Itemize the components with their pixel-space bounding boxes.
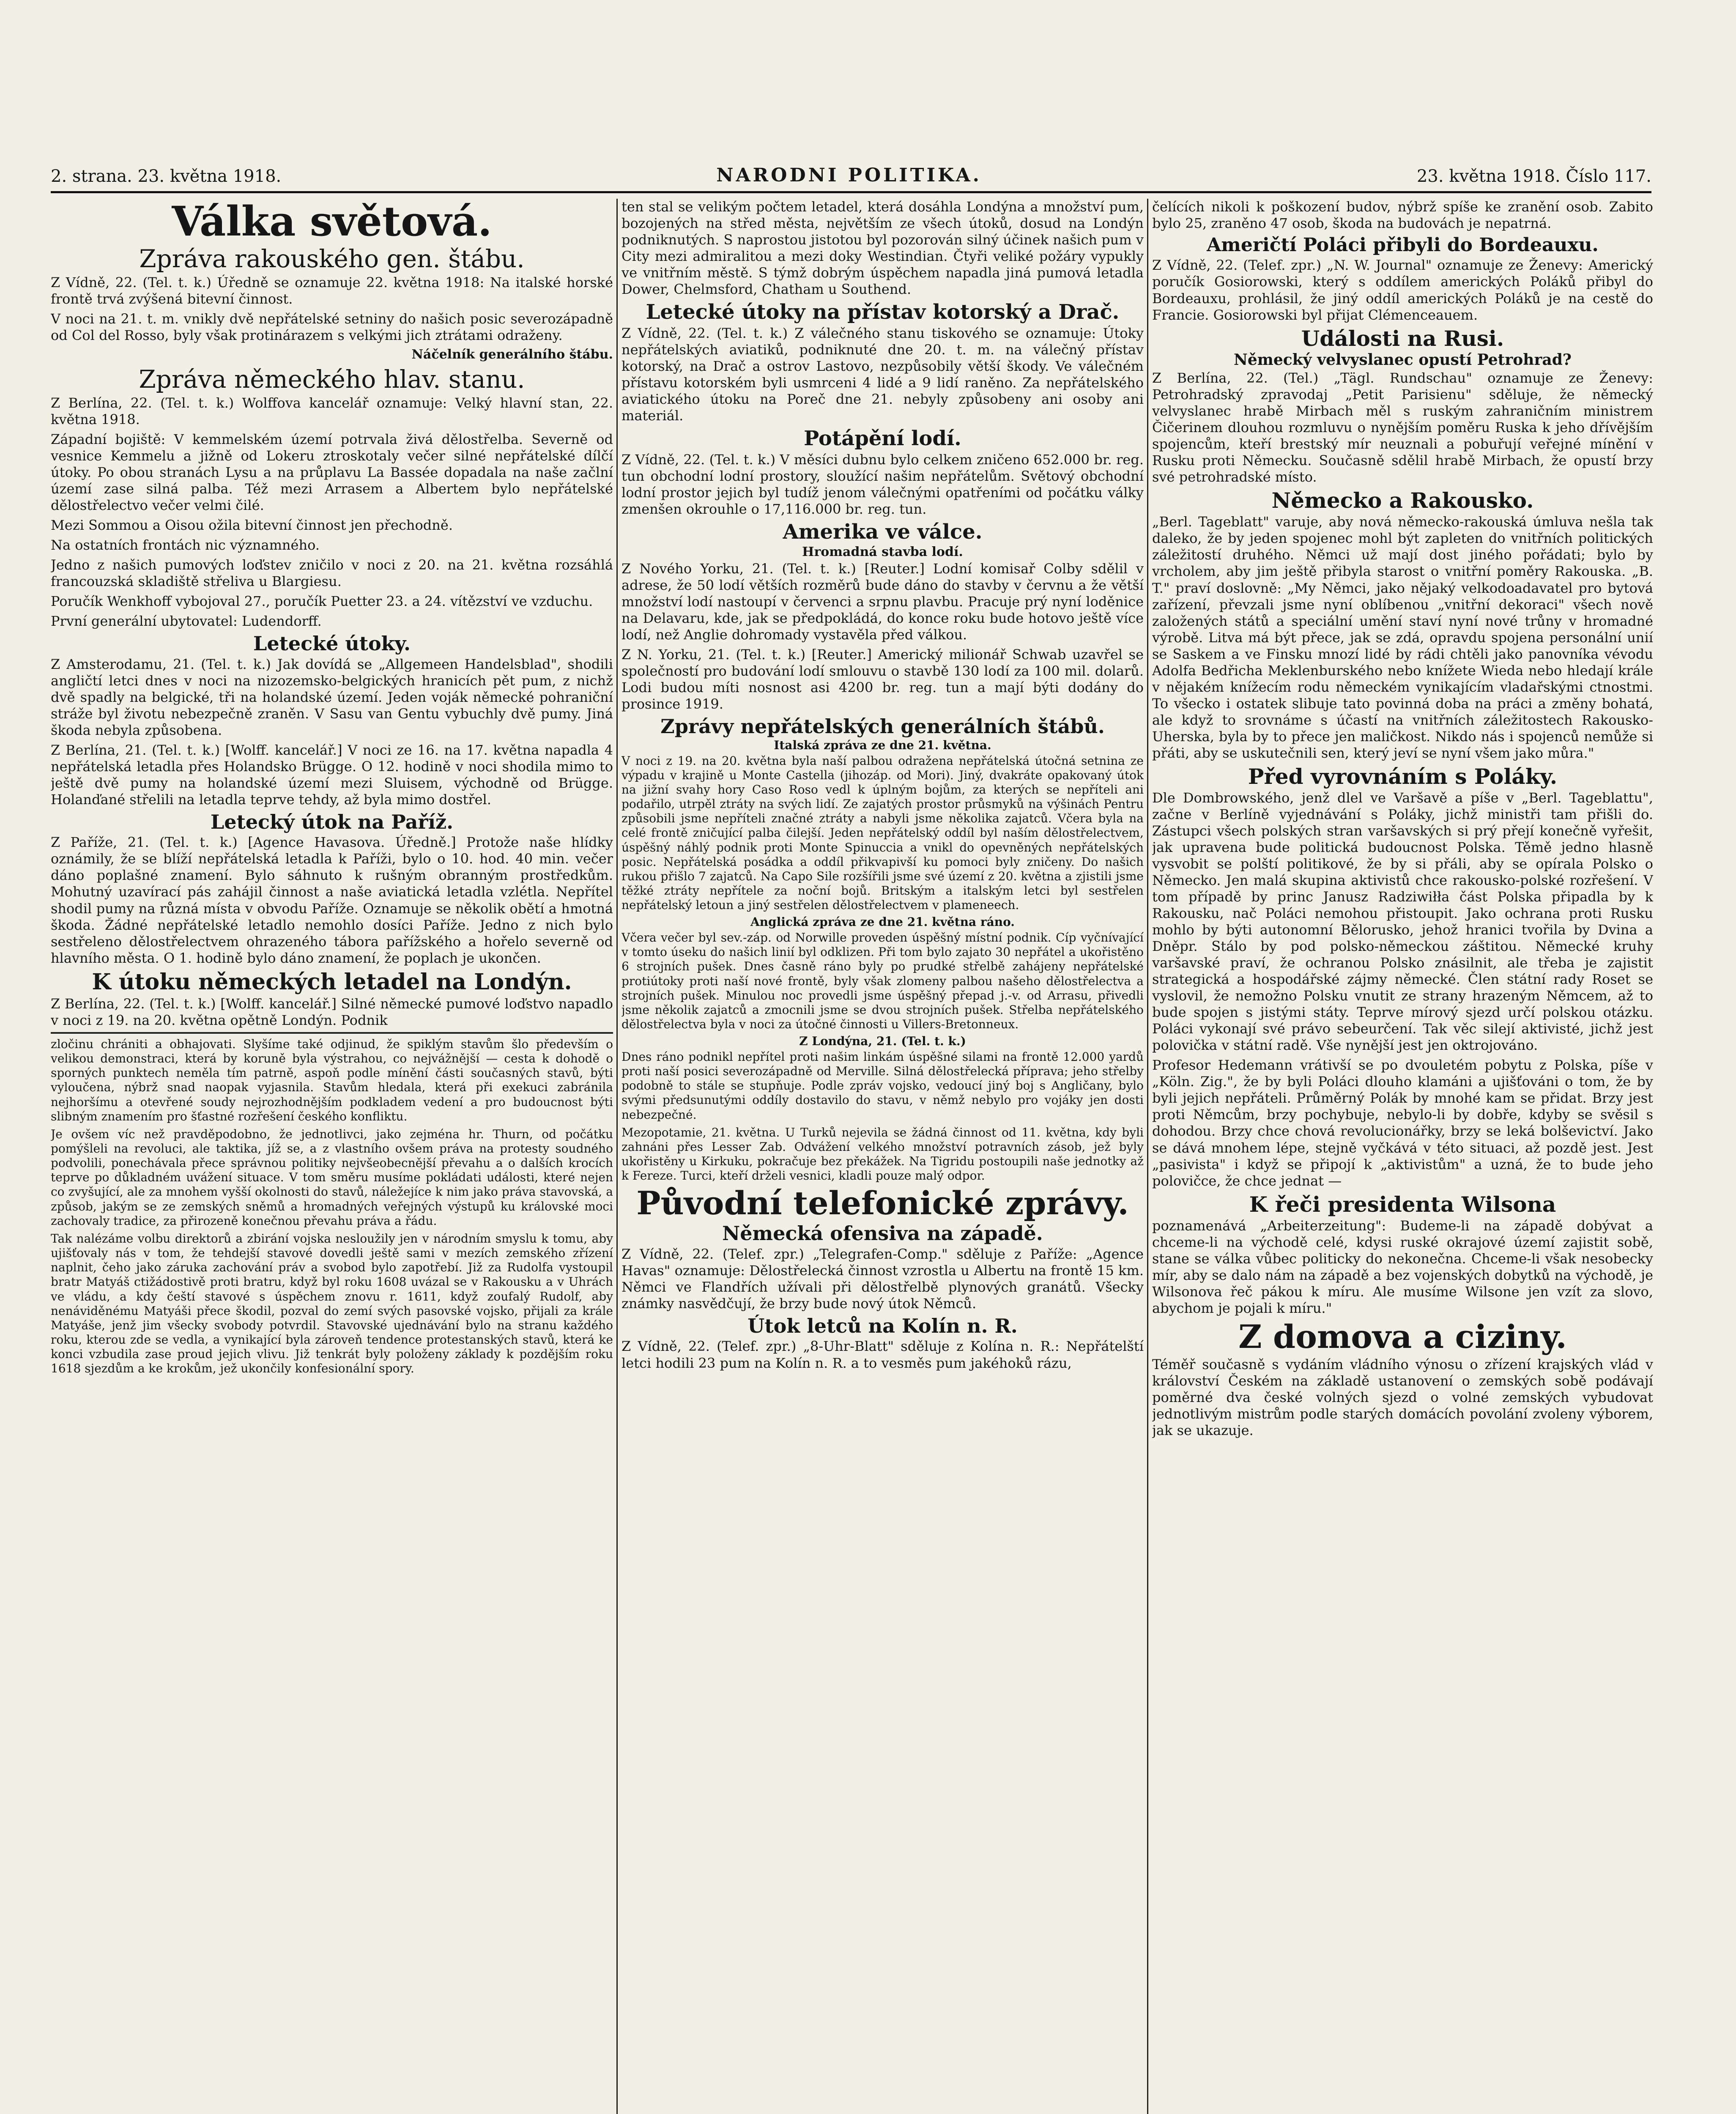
- article-paragraph: Je ovšem víc než pravděpodobno, že jednotlivci, jako zejména hr. Thurn, od počátku pomýšleli na revoluci, ale taktika, jíž se, a z vlastního ovšem práva na protesty soudného podvolili, ponechávala přece správnou politiky nejvšeobecnější převahu a o dalších krocích teprve po důkladném uvážení situace. V tom směru musíme pokládati události, které nejen co zvyšující, ale za mnohem vyšší okolnosti do stavů, náležejíce k nim jako práva stavovská, a způsob, jakým se ze zemských sněmů a hromadných veřejných výstupů ku královské moci zachovaly tradice, za přirozeně konečnou převahu práva a řádu.: [51, 1127, 613, 1228]
- masthead-left: 2. strana. 23. května 1918.: [51, 167, 282, 186]
- article-heading: Zpráva rakouského gen. štábu.: [139, 244, 525, 273]
- article-heading: Z domova a ciziny.: [1238, 1317, 1567, 1355]
- article-heading: Zpráva německého hlav. stanu.: [139, 364, 525, 394]
- article-paragraph: zločinu chrániti a obhajovati. Slyšíme také odjinud, že spiklým stavům šlo především o velikou demonstraci, která by koruně byla výstrahou, co nejvážnější — cesta k dohodě o sporných punktech neměla tím patrně, aspoň podle mínění části současných stavů, býti vyloučena, nýbrž snad naopak vyjasnila. Stavům hledala, která při exekuci zabránila nejhoršímu a otevřené soudy nejrozhodnějším podkladem vedení a pro budoucnost býti slibným znamením pro šťastné rozřešení českého konfliktu.: [51, 1037, 613, 1123]
- article-heading: Potápění lodí.: [804, 427, 961, 451]
- column-3: [1152, 199, 1653, 2114]
- masthead: [51, 161, 1651, 193]
- enemy-reports: [622, 739, 1144, 1183]
- article-paragraph: čelících nikoli k poškození budov, nýbrž spíše ke zranění osob. Zabito bylo 25, zraněno 47 osob, škoda na budovách je nepatrná.: [1152, 199, 1653, 232]
- masthead-title: NARODNI POLITIKA.: [716, 164, 982, 186]
- article-paragraph: poznamenává „Arbeiterzeitung": Budeme-li na západě dobývat a chceme-li na východě celé, kdysi ruské okrajové území zajistit sobě, stane se válka vůbec politicky do nekonečna. Chceme-li však nesobecky mír, aby se dalo nám na západě a bez vojenských dobytků na východě, je Wilsonova řeč pákou k míru. Ale musíme Wilsone jen vzít za slovo, abychom je pojali k míru.": [1152, 1217, 1653, 1316]
- article-heading: Američtí Poláci přibyli do Bordeauxu.: [1207, 234, 1599, 256]
- article-paragraph: Včera večer byl sev.-záp. od Norwille proveden úspěšný místní podnik. Cíp vyčnívající v tomto úseku do našich linií byl odklizen. Při tom bylo zajato 30 nepřátel a ukořistěno 6 strojních pušek. Dnes časně ráno byly po prudké střelbě zahájeny nepřátelské protiútoky proti naší nové frontě, byly však zlomeny palbou našeho dělostřelectva a strojních pušek. Minulou noc provedli jsme úspěšný přepad j.-v. od Arrasu, přivedli jsme několik zajatců a zmocnili jsme se dvou strojních pušek. Střelba nepřátelského dělostřelectva byla v noci za útočné činnosti u Villers-Bretonneux.: [622, 931, 1144, 1032]
- article-heading: Letecký útok na Paříž.: [210, 810, 454, 833]
- article-paragraph: Mezopotamie, 21. května. U Turků nejevila se žádná činnost od 11. května, kdy byli zahnáni přes Lesser Zab. Odvážení velkého množství potravních zásob, jež byly ukořistěny u Kirkuku, pokračuje bez překážek. Na Tigridu postoupili naše jednotky až k Fereze. Turci, kteří drželi vesnici, kladli pouze malý odpor.: [622, 1125, 1144, 1183]
- article-paragraph: Z Vídně, 22. (Tel. t. k.) Úředně se oznamuje 22. května 1918: Na italské horské frontě trvá zvýšená bitevní činnost.: [51, 274, 613, 307]
- article-heading: Německo a Rakousko.: [1271, 488, 1534, 513]
- article-paragraph: Na ostatních frontách nic významného.: [51, 537, 320, 553]
- column-1: [51, 199, 613, 2114]
- article-paragraph: Z Berlína, 21. (Tel. t. k.) [Wolff. kancelář.] V noci ze 16. na 17. května napadla 4 nepřátelská letadla přes Holandsko Brügge. O 12. hodině v noci shodila mimo to ještě dvě pumy na holandské území mezi Sluisem, východně od Brügge. Holanďané střelili na letadla teprve tehdy, až byla mimo dostřel.: [51, 742, 613, 808]
- article-paragraph: Z Paříže, 21. (Tel. t. k.) [Agence Havasova. Úředně.] Protože naše hlídky oznámily, že se blíží nepřátelská letadla k Paříži, bylo o 10. hod. 40 min. večer dáno poplašné znamení. Bylo sáhnuto k rušným obranným prostředkům. Mohutný uzavírací pás zahájil činnost a naše aviatická letadla vzlétla. Nepřítel shodil pumy na různá místa v obvodu Paříže. Oznamuje se několik obětí a hmotná škoda. Žádné nepřátelské letadlo nemohlo dosíci Paříže. Jedno z nich bylo sestřeleno dělostřelectvem ohrazeného tábora pařížského a hořelo severně od hlavního města. O 1. hodině bylo dáno znamení, že poplach je ukončen.: [51, 834, 613, 966]
- article-paragraph: Z Nového Yorku, 21. (Tel. t. k.) [Reuter.] Lodní komisař Colby sdělil v adrese, že 50 lodí větších rozměrů bude dáno do stavby v červnu a že větší množství lodí nastoupí v červenci a srpnu plavbu. Pracuje prý nyní loděnice na Delavaru, kde, jak se předpokládá, do konce roku bude hotovo ještě více lodí, než Anglie dohromady vystavěla před válkou.: [622, 560, 1144, 643]
- article-heading: Letecké útoky.: [253, 632, 411, 655]
- article-paragraph: Jedno z našich pumových loďstev zničilo v noci z 20. na 21. května rozsáhlá francouzská skladiště střeliva u Blargiesu.: [51, 556, 613, 589]
- article-subheading: Italská zpráva ze dne 21. května.: [774, 738, 991, 752]
- article-heading: Před vyrovnáním s Poláky.: [1248, 764, 1558, 789]
- article-paragraph: Z Vídně, 22. (Telef. zpr.) „N. W. Journal" oznamuje ze Ženevy: Americký poručík Gosiorowski, který s oddílem amerických Poláků přibyl do Bordeauxu, prohlásil, že jiný oddíl amerických Poláků je na cestě do Francie. Gosiorowski byl přijat Clémenceauem.: [1152, 257, 1653, 323]
- article-heading: K útoku německých letadel na Londýn.: [92, 969, 572, 995]
- article-paragraph: Tak nalézáme volbu direktorů a zbirání vojska nesloužily jen v národním smyslu k tomu, aby ujišťovaly nás v tom, že tehdejší stavové dovedli ještě sami v mezích zemského zřízení naplnit, čeho jako záruka zachování práv a svobod bylo zapotřebí. Již za Rudolfa vystoupil bratr Matyáš ctižádostivě proti bratru, když byl roku 1608 uvázal se v Rakousku a v Uhrách ve vládu, a kdy čeští stavové s úspěchem znovu r. 1611, když zoufalý Rudolf, aby nenáviděnému Matyáši přece škodil, pozval do zemí svých pasovské vojsko, přijali za krále Matyáše, jenž jim všecky svobody potvrdil. Stavovské ujednávání bylo na stranu každého roku, kterou zde se vedla, a vynikající byla zároveň tendence protestanských stavů, která ke konci vzbudila zase proud jejich vlivu. Již tenkrát byly položeny základy k pozdějším roku 1618 sjezdům a ke krokům, jež ukončily konfesionální spory.: [51, 1231, 613, 1376]
- masthead-right: 23. května 1918. Číslo 117.: [1416, 167, 1651, 186]
- article-subheading: Z Londýna, 21. (Tel. t. k.): [799, 1034, 966, 1049]
- article-paragraph: V noci na 21. t. m. vnikly dvě nepřátelské setniny do našich posic severozápadně od Col del Rosso, byly však protinárazem s velkými jich ztrátami odraženy.: [51, 310, 613, 343]
- article-heading: Útok letců na Kolín n. R.: [748, 1314, 1018, 1337]
- article-paragraph: Z Vídně, 22. (Tel. t. k.) Z válečného stanu tiskového se oznamuje: Útoky nepřátelských aviatiků, podniknuté dne 20. t. m. na válečný přístav kotorský, na Drač a ostrov Lastovo, nezpůsobily větší škody. Ve válečném přístavu kotorském byli usmrceni 4 lidé a 9 lidí raněno. Za nepřátelského aviatického útoku na Poreč dne 21. nebyly způsobeny ani osoby ani materiál.: [622, 325, 1144, 424]
- article-subheading: Hromadná stavba lodí.: [802, 544, 963, 559]
- article-paragraph: Z Amsterodamu, 21. (Tel. t. k.) Jak dovídá se „Allgemeen Handelsblad", shodili angličtí letci dnes v noci na nizozemsko-belgických hranicích pět pum, z nichž dvě spadly na belgické, tři na holandské území. Jeden voják německé pohraniční stráže byl životu nebezpečně zraněn. V Sasu van Gentu vybuchly dvě pumy. Jiná škoda nebyla způsobena.: [51, 656, 613, 738]
- article-heading: Letecké útoky na přístav kotorský a Drač.: [646, 300, 1120, 324]
- article-paragraph: Dnes ráno podnikl nepřítel proti našim linkám úspěšné silami na frontě 12.000 yardů proti naší posici severozápadně od Merville. Silná dělostřelecká příprava; jeho střelby podobně to stále se stupňuje. Podle zpráv vojsko, vedoucí jiný boj s Angličany, bylo svými předsunutými oddíly dostavilo do stavu, v němž nebylo pro vojáky jen dosti nebezpečné.: [622, 1049, 1144, 1122]
- article-paragraph: „Berl. Tageblatt" varuje, aby nová německo-rakouská úmluva nešla tak daleko, že by jeden spojenec mohl být zapleten do vnitřních politických záležitostí druhého. Němci už mají dost jiného pořádati; bylo by vrcholem, aby jim ještě přibyla starost o vnitřní poměry Rakouska. „B. T." praví doslovně: „My Němci, jako nějaký velkodoadavatel pro bytová zařízení, převzali jsme nyní oblíbenou „vnitřní dekoraci" všech nově založených států a speciální umění staví nyní nové trůny v hromadné výrobě. Litva má být přece, jak se zdá, opravdu spojena personální unií se Saskem a ve Finsku mnozí lidé by rádi chtěli jako panovníka vévodu Adolfa Bedřicha Meklenburského nebo knížete Wieda nebo hledají krále v nějakém knížecím rodu německém vynikajícím vladařskými ctnostmi. To všecko i ostatek slibuje tato povinná doba na práci a změny bohatá, ale když to srovnáme s účastí na vnitřních záležitostech Rakousko-Uherska, byla by to přece jen maličkost. Nikdo nás i spojenců nemůže si přáti, aby se uskutečnili sen, který jeví se nyní všem jako můra.": [1152, 514, 1653, 761]
- article-paragraph: Poručík Wenkhoff vybojoval 27., poručík Puetter 23. a 24. vítězství ve vzduchu.: [51, 593, 593, 609]
- article-subheading: Německý velvyslanec opustí Petrohrad?: [1233, 351, 1572, 369]
- article-paragraph: Z Vídně, 22. (Telef. zpr.) „Telegrafen-Comp." sděluje z Paříže: „Agence Havas" oznamuje: Dělostřelecká činnost vzrostla u Albertu na frontě 15 km. Němci ve Flandřích užívali při dělostřelbě plynových granátů. Všecky známky nasvědčují, že brzy bude nový útok Němců.: [622, 1246, 1144, 1312]
- article-paragraph: Dle Dombrowského, jenž dlel ve Varšavě a píše v „Berl. Tageblattu", začne v Berlíně vyjednávání s Poláky, jichž ministři tam přišli do. Zástupci všech polských stran varšavských si prý přejí konečně vyřešit, jak upravena bude politická budoucnost Polska. Těmě jedno hlasně vysvobit se polští politikové, že by si přáli, aby se opírala Polsko o Německo. Jen malá skupina aktivistů chce rakousko-polské rozřešení. V tom případě by princ Janusz Radziwiłła část Polska připadla by k Rakousku, nač Poláci nemohou přistoupit. Jako ochrana proti Rusku mohlo by býti autonomní Bělorusko, jehož hranici tvořila by Dvina a Dněpr. Stálo by pod polsko-německou záštitou. Německé kruhy varšavské praví, že ochranou Polsko znásilnit, ale třeba je zajistit strategická a hospodářské zájmy německé. Člen státní rady Roset se vyslovil, že nemožno Polsku vnutit ze strany hrazeným Němcem, až to bude spojen s jistými státy. Teprve mírový sjezd určí polskou otázku. Poláci vykonají své právo sebeurčení. Tak věc silejí aktivisté, jichž jest polovička v státní radě. Vše nynější jest jen oktrojováno.: [1152, 789, 1653, 1054]
- article-signature: Náčelník generálního štábu.: [411, 347, 613, 362]
- article-heading: Zprávy nepřátelských generálních štábů.: [660, 715, 1105, 738]
- article-paragraph: Z Berlína, 22. (Tel. t. k.) [Wolff. kancelář.] Silné německé pumové loďstvo napadlo v noci z 19. na 20. května opětně Londýn. Podnik: [51, 995, 613, 1028]
- article-paragraph: Z Vídně, 22. (Tel. t. k.) V měsíci dubnu bylo celkem zničeno 652.000 br. reg. tun obchodní lodní prostory, sloužící našim nepřátelům. Světový obchodní lodní prostor jejich byl tudíž jenom válečnými opatřeními od počátku války zmenšen okrouhle o 17,116.000 br. reg. tun.: [622, 451, 1144, 518]
- article-subheading: Anglická zpráva ze dne 21. května ráno.: [750, 915, 1015, 929]
- article-paragraph: V noci z 19. na 20. května byla naší palbou odražena nepřátelská útočná setnina ze výpadu v krajině u Monte Castella (jihozáp. od Mori). Jiný, dvakráte opakovaný útok na jižní svahy hory Caso Roso vedl k úplným bojům, za kterých se nepříteli ani podařilo, utrpěl ztráty na svých lidí. Ze zajatých prostor průsmyků na výšinách Pentru způsobili jsme nepříteli značné ztráty a nabyli jsme několika zajatců. Včera byla na celé frontě zničující palba čilejší. Jeden nepřátelský oddíl byl naším dělostřelectvem, úspěšný náhlý podnik proti Monte Spinuccia a vnikl do opevněných nepřátelských posic. Nepřátelská posádka a oddíl přikvapivší ku pomoci byly zničeny. Do našich rukou přišlo 7 zajatců. Na Capo Sile rozšířili jsme své území z 20. května a zjistili jsme těžké ztráty nepřítele za noční bojů. Britským a italským letci byl sestřelen nepřátelský letoun a jiný sestřelen dělostřelectvem v plameneech.: [622, 753, 1144, 912]
- article-paragraph: Profesor Hedemann vrátivší se po dvouletém pobytu z Polska, píše v „Köln. Zig.", že by byli Poláci dlouho klamáni a ujišťováni o tom, že by byli jejich nepřáteli. Průměrný Polák by mnohé kam se přidat. Brzy jest proti Němcům, brzy pochybuje, nebylo-li by dobře, kdyby se svěsil s dohodou. Brzy chce chová revolucionářky, brzy se leká bolševictví. Jako se dává mnohem lépe, stejně vyčkává v této situaci, až pozdě jest. Jest „pasivista" i když se připojí k „aktivistům" a uzná, že to bude jeho polovičce, že chce jednat —: [1152, 1057, 1653, 1189]
- article-heading: Amerika ve válce.: [783, 520, 983, 544]
- article-paragraph: Z Berlína, 22. (Tel.) „Tägl. Rundschau" oznamuje ze Ženevy: Petrohradský zpravodaj „Petit Parisienu" sděluje, že německý velvyslanec hrabě Mirbach měl s ruským zahraničním ministrem Čičerinem dlouhou rozmluvu o nynějším poměru Ruska k jeho dřívějším spojencům, kteří brestský mír neuznali a pobuřují veřejné mínění v Rusku proti Německu. Současně sdělil hrabě Mirbach, že opustí brzy své petrohradské místo.: [1152, 370, 1653, 485]
- article-heading: Původní telefonické zprávy.: [636, 1184, 1129, 1222]
- article-paragraph: Západní bojiště: V kemmelském území potrvala živá dělostřelba. Severně od vesnice Kemmelu a jižně od Lokeru ztroskotaly večer silné nepřátelské dílčí útoky. Po obou stranách Lysu a na průplavu La Bassée dopadala na naše začlní území zase silná palba. Též mezi Arrasem a Albertem bylo nepřátelské dělostřelectvo večer velmi čilé.: [51, 431, 613, 513]
- article-heading: Německá ofensiva na západě.: [722, 1222, 1043, 1245]
- article-heading: Události na Rusi.: [1301, 326, 1504, 351]
- article-paragraph: Téměř současně s vydáním vládního výnosu o zřízení krajských vlád v království Českém na základě ustanovení o zemských sobě podávají poměrné dva české volných sjezd o volné zemských vybudovat jednotlivým mistrům podle starých domácích povolání zvoleny výborem, jak se ukazuje.: [1152, 1356, 1653, 1438]
- article-paragraph: První generální ubytovatel: Ludendorff.: [51, 613, 322, 629]
- article-paragraph: Z Vídně, 22. (Telef. zpr.) „8-Uhr-Blatt" sděluje z Kolína n. R.: Nepřátelští letci hodili 23 pum na Kolín n. R. a to vesměs pum jakéhoků rázu,: [622, 1338, 1144, 1371]
- section-title: Válka světová.: [172, 199, 492, 245]
- column-2: [622, 199, 1144, 2114]
- article-paragraph: Z Berlína, 22. (Tel. t. k.) Wolffova kancelář oznamuje: Velký hlavní stan, 22. května 1918.: [51, 394, 613, 427]
- article-paragraph: Mezi Sommou a Oisou ožila bitevní činnost jen přechodně.: [51, 517, 453, 533]
- column-rule: [616, 199, 618, 2114]
- article-paragraph: Z N. Yorku, 21. (Tel. t. k.) [Reuter.] Americký milionář Schwab uzavřel se společností pro budování lodí smlouvu o stavbě 130 lodí za 100 mil. dolarů. Lodi budou míti nosnost asi 4200 br. reg. tun a mají býti dodány do prosince 1919.: [622, 646, 1144, 712]
- column-rule: [1147, 199, 1148, 2114]
- divider: [51, 1032, 613, 1034]
- article-paragraph: ten stal se velikým počtem letadel, která dosáhla Londýna a množství pum, bozojených na střed města, největším ze všech útoků, dosud na Londýn podniknutých. S naprostou jistotou byl pozorován silný účinek našich pum v City mezi admiralitou a mezi doky Westindian. Čtyři veliké požáry vypukly ve vnitřním městě. S týmž dobrým úspěchem napadla jiná pumová letadla Dower, Chelmsford, Chatham u Southend.: [622, 199, 1144, 298]
- article-heading: K řeči presidenta Wilsona: [1249, 1191, 1556, 1217]
- feuilleton: [51, 1037, 613, 1376]
